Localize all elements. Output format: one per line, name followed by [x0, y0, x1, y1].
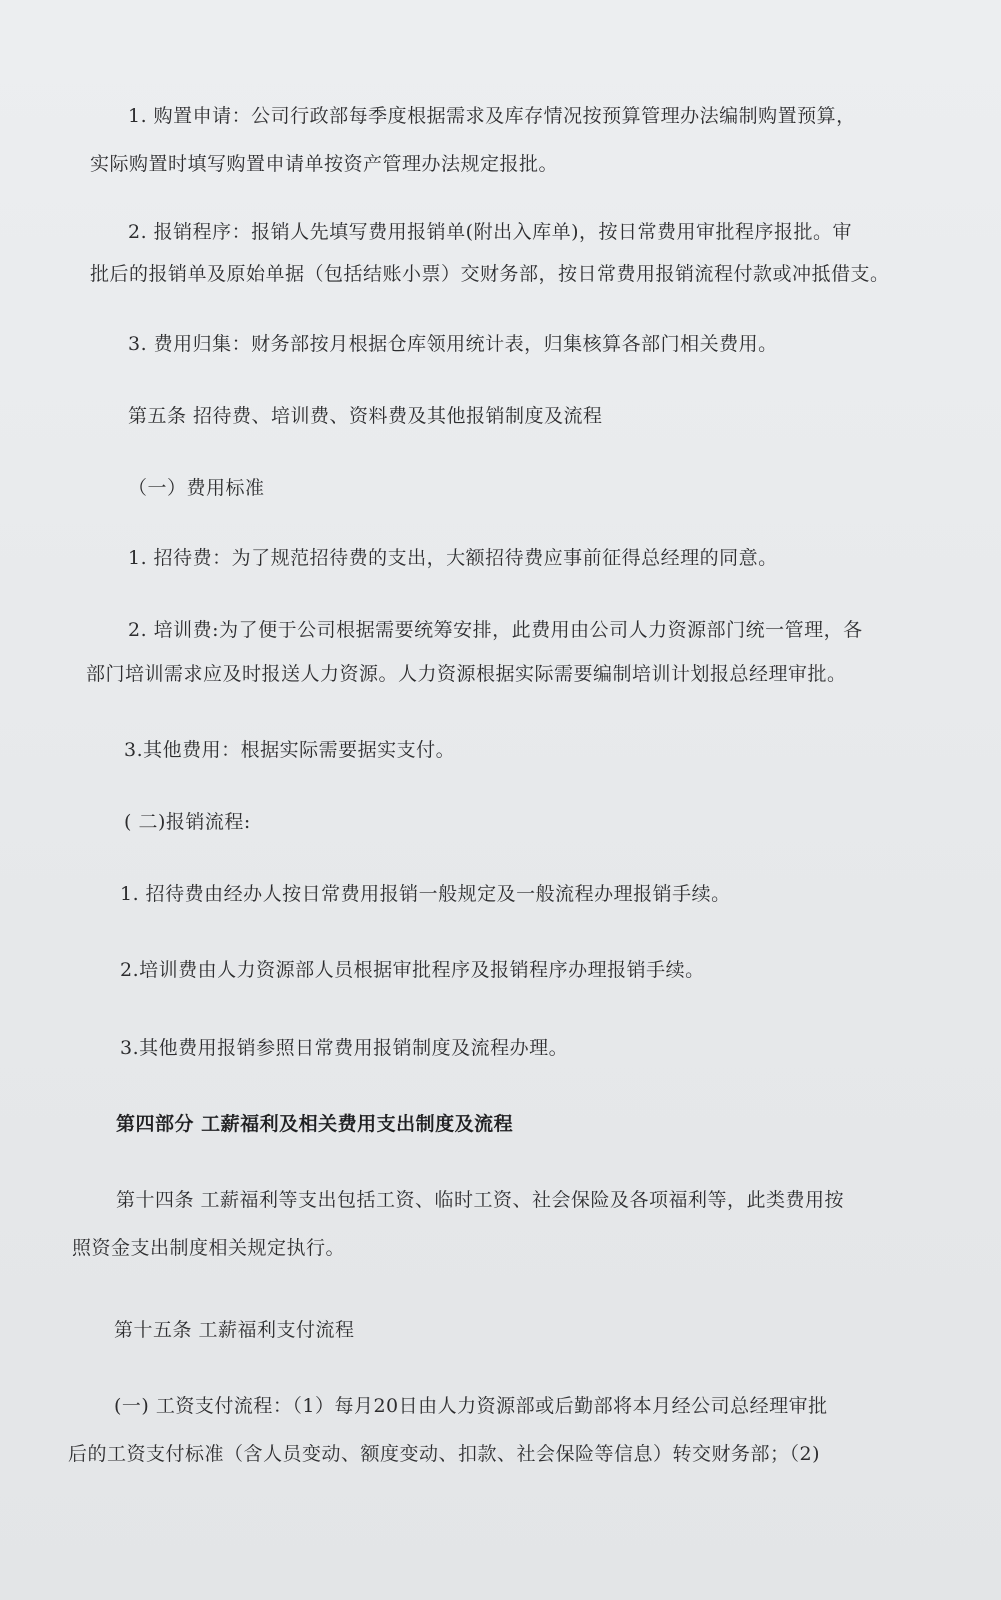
text-line: 部门培训需求应及时报送人力资源。人力资源根据实际需要编制培训计划报总经理审批。 [86, 663, 847, 685]
text-line: (一) 工资支付流程：（1）每月20日由人力资源部或后勤部将本月经公司总经理审批 [114, 1395, 828, 1417]
text-line: 第十四条 工薪福利等支出包括工资、临时工资、社会保险及各项福利等，此类费用按 [116, 1189, 845, 1211]
text-line: 1. 购置申请：公司行政部每季度根据需求及库存情况按预算管理办法编制购置预算， [128, 105, 856, 127]
text-line: 3. 费用归集：财务部按月根据仓库领用统计表，归集核算各部门相关费用。 [128, 333, 778, 355]
text-line: 2.培训费由人力资源部人员根据审批程序及报销程序办理报销手续。 [120, 959, 705, 981]
section-heading: 第十五条 工薪福利支付流程 [114, 1319, 355, 1341]
section-heading: 第五条 招待费、培训费、资料费及其他报销制度及流程 [128, 405, 603, 427]
text-line: 1. 招待费：为了规范招待费的支出，大额招待费应事前征得总经理的同意。 [128, 547, 778, 569]
part-heading: 第四部分 工薪福利及相关费用支出制度及流程 [116, 1113, 514, 1135]
text-line: 1. 招待费由经办人按日常费用报销一般规定及一般流程办理报销手续。 [120, 883, 731, 905]
subsection-heading: （一）费用标准 [128, 477, 265, 499]
text-line: 批后的报销单及原始单据（包括结账小票）交财务部，按日常费用报销流程付款或冲抵借支。 [90, 263, 890, 285]
text-line: 2. 培训费:为了便于公司根据需要统筹安排，此费用由公司人力资源部门统一管理，各 [128, 619, 863, 641]
text-line: 3.其他费用报销参照日常费用报销制度及流程办理。 [120, 1037, 569, 1059]
text-line: 2. 报销程序：报销人先填写费用报销单(附出入库单)，按日常费用审批程序报批。审 [128, 221, 852, 243]
subsection-heading: ( 二)报销流程: [124, 811, 251, 833]
text-line: 实际购置时填写购置申请单按资产管理办法规定报批。 [90, 153, 559, 175]
text-line: 3.其他费用：根据实际需要据实支付。 [124, 739, 456, 761]
text-line: 后的工资支付标准（含人员变动、额度变动、扣款、社会保险等信息）转交财务部；（2) [68, 1443, 821, 1465]
text-line: 照资金支出制度相关规定执行。 [72, 1237, 346, 1259]
